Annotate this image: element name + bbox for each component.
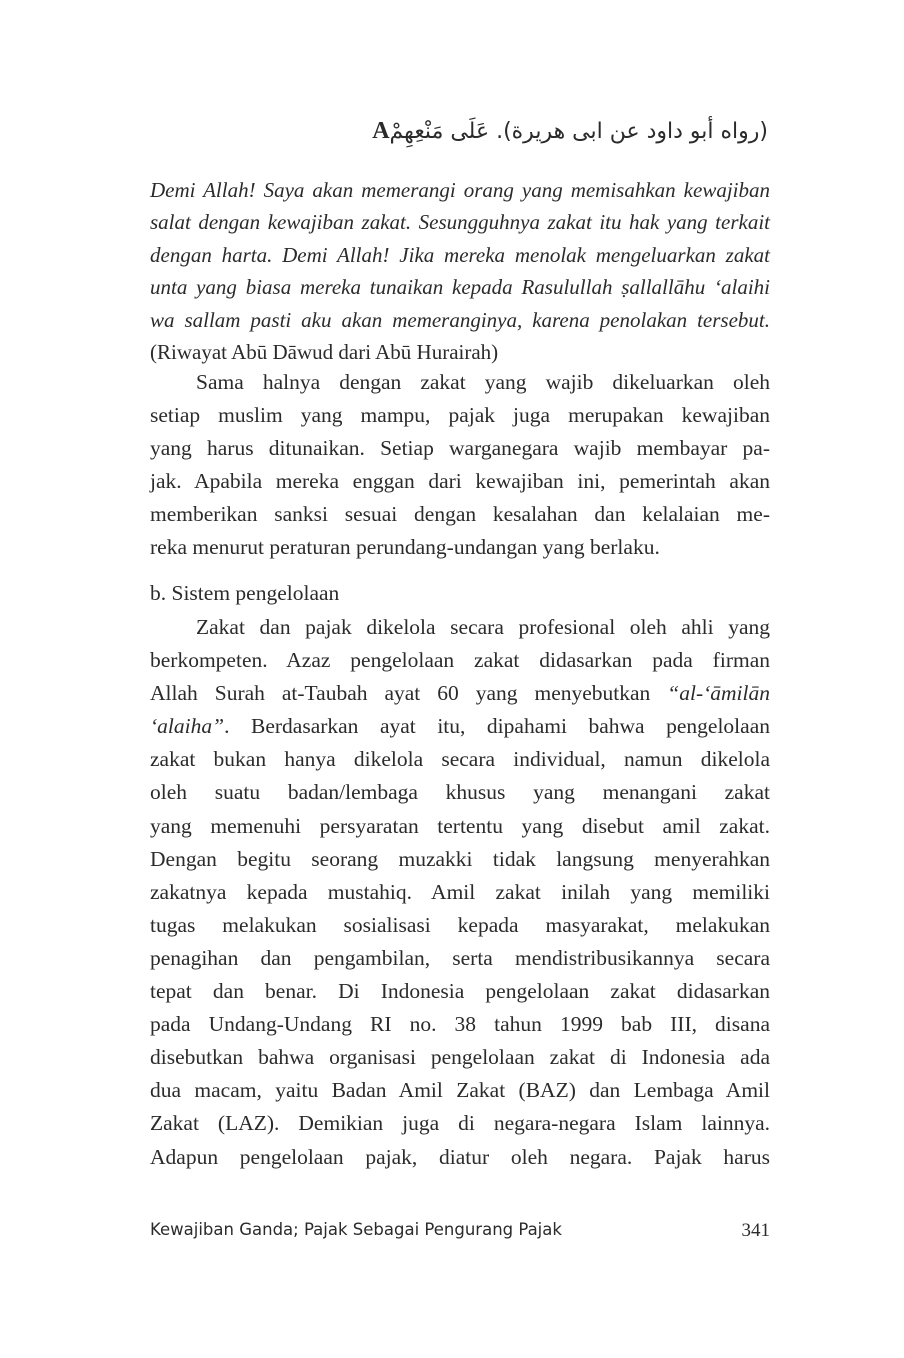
line-text: . Berdasarkan ayat itu, dipahami bahwa pengelolaan <box>224 714 770 739</box>
paragraph-line: Zakat (LAZ). Demikian juga di negara-negara Islam lainnya. <box>150 1111 770 1136</box>
paragraph-line <box>150 677 770 710</box>
paragraph-line: Dengan begitu seorang muzakki tidak langsung menyerahkan <box>150 846 770 871</box>
paragraph-line: yang harus ditunaikan. Setiap warganegara wajib membayar pa- <box>150 436 770 461</box>
paragraph-sistem-pengelolaan <box>150 611 770 1174</box>
paragraph-line: reka menurut peraturan perundang-undangan yang berlaku. <box>150 535 660 560</box>
paragraph-pajak-kewajiban <box>150 366 770 565</box>
paragraph-line: zakat bukan hanya dikelola secara individual, namun dikelola <box>150 747 770 772</box>
paragraph-line: Zakat dan pajak dikelola secara profesional oleh ahli yang <box>196 615 770 639</box>
paragraph-line: pada Undang-Undang RI no. 38 tahun 1999 bab III, disana <box>150 1012 770 1037</box>
paragraph-line: disebutkan bahwa organisasi pengelolaan zakat di Indonesia ada <box>150 1045 770 1070</box>
quran-term: ‘alaiha” <box>150 714 225 739</box>
paragraph-line: yang memenuhi persyaratan tertentu yang disebut amil zakat. <box>150 813 770 838</box>
hadith-translation <box>150 174 770 368</box>
paragraph-line: oleh suatu badan/lembaga khusus yang menangani zakat <box>150 780 770 805</box>
line-text: Allah Surah at-Taubah ayat 60 yang menyebutkan <box>150 681 668 706</box>
page-number: 341 <box>741 1220 770 1241</box>
paragraph-line: jak. Apabila mereka enggan dari kewajiban ini, pemerintah akan <box>150 469 770 494</box>
paragraph-line: memberikan sanksi sesuai dengan kesalahan dan kelalaian me- <box>150 502 770 527</box>
paragraph-line: setiap muslim yang mampu, pajak juga merupakan kewajiban <box>150 403 770 428</box>
paragraph-line: dua macam, yaitu Badan Amil Zakat (BAZ) dan Lembaga Amil <box>150 1078 770 1103</box>
quran-term: “al-‘āmilān <box>667 681 770 706</box>
paragraph-line <box>150 710 770 743</box>
hadith-marker: A <box>372 118 390 144</box>
hadith-source: (Riwayat Abū Dāwud dari Abū Hurairah) <box>150 340 499 365</box>
translation-italic: Demi Allah! Saya akan memerangi orang yang memisahkan kewajiban salat dengan kewajiban zakat. Sesungguhnya zakat itu hak yang terkait dengan harta. Demi Allah! Jika mereka menolak mengeluarkan zakat unta yang biasa mereka tunaikan kepada Rasulullah ṣallallāhu ‘alaihi wa sallam pasti aku akan memeranginya, karena penolakan tersebut. <box>150 178 770 332</box>
arabic-text: (رواه أبو داود عن ابى هريرة). عَلَى مَنْعِهِمْ <box>389 119 768 144</box>
paragraph-line: berkompeten. Azaz pengelolaan zakat didasarkan pada firman <box>150 648 770 673</box>
page-footer <box>150 1220 770 1242</box>
arabic-hadith-line <box>150 110 768 152</box>
paragraph-line: Adapun pengelolaan pajak, diatur oleh negara. Pajak harus <box>150 1144 770 1169</box>
paragraph-line: tepat dan benar. Di Indonesia pengelolaan zakat didasarkan <box>150 979 770 1004</box>
section-heading: b. Sistem pengelolaan <box>150 581 340 605</box>
running-title: Kewajiban Ganda; Pajak Sebagai Pengurang Pajak <box>150 1220 562 1239</box>
paragraph-line: zakatnya kepada mustahiq. Amil zakat inilah yang memiliki <box>150 879 770 904</box>
paragraph-line: penagihan dan pengambilan, serta mendistribusikannya secara <box>150 945 770 970</box>
paragraph-line: tugas melakukan sosialisasi kepada masyarakat, melakukan <box>150 912 770 937</box>
paragraph-line: Sama halnya dengan zakat yang wajib dikeluarkan oleh <box>196 370 770 394</box>
